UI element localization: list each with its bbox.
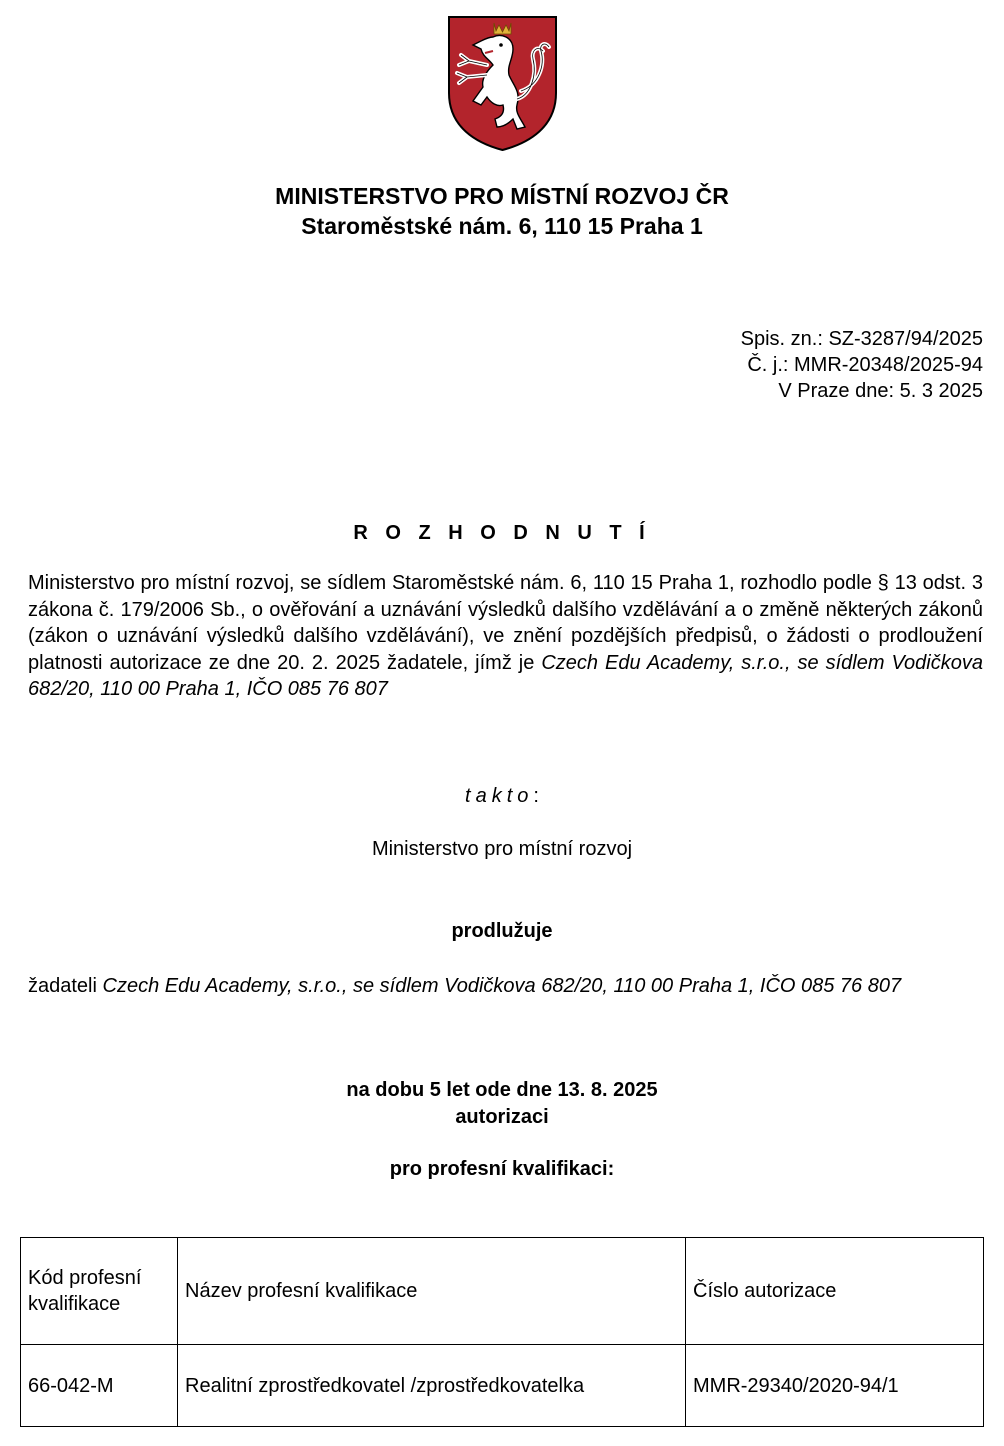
duration-line: na dobu 5 let ode dne 13. 8. 2025 <box>346 1079 658 1101</box>
header-cell-authorization: Číslo autorizace <box>686 1238 984 1345</box>
table-header-row <box>21 1238 984 1345</box>
intro-text: Ministerstvo pro místní rozvoj, se sídlem Staroměstské nám. 6, 110 15 Praha 1, rozhodlo podle § 13 odst. 3 zákona č. 179/2006 Sb., o ověřování a uznávání výsledků dalšího vzdělávání a o změně některých zákonů (zákon o uznávání výsledků dalšího vzdělávání), ve znění pozdějších předpisů, o žádosti o prodloužení platnosti autorizace ze dne 20. 2. 2025 žadatele, jímž je <box>28 572 983 674</box>
header-cell-name: Název profesní kvalifikace <box>178 1238 686 1345</box>
document-title: R O Z H O D N U T Í <box>353 522 651 544</box>
decision-verb: prodlužuje <box>451 920 553 942</box>
cell-code: 66-042-M <box>21 1345 178 1427</box>
ministry-name: MINISTERSTVO PRO MÍSTNÍ ROZVOJ ČR <box>275 183 729 209</box>
intro-applicant: Czech Edu Academy, s.r.o., se sídlem Vodičkova 682/20, 110 00 Praha 1, IČO 085 76 807 <box>28 651 983 700</box>
header-cell-code: Kód profesní kvalifikace <box>21 1238 178 1345</box>
takto-line <box>0 785 1004 808</box>
ministry-line: Ministerstvo pro místní rozvoj <box>371 838 633 860</box>
document-date: V Praze dne: 5. 3 2025 <box>778 380 983 402</box>
table-row <box>21 1345 984 1427</box>
recipient-paragraph <box>28 973 983 1000</box>
qualification-table <box>20 1237 984 1427</box>
reference-block <box>741 326 983 404</box>
object-line: autorizaci <box>455 1106 549 1128</box>
takto-word: takto <box>465 785 534 807</box>
reference-number: Č. j.: MMR-20348/2025-94 <box>747 354 983 376</box>
ministry-address: Staroměstské nám. 6, 110 15 Praha 1 <box>301 213 703 239</box>
takto-colon: : <box>533 785 539 807</box>
file-reference: Spis. zn.: SZ-3287/94/2025 <box>740 328 983 350</box>
qualification-heading: pro profesní kvalifikaci: <box>389 1158 615 1180</box>
recipient-prefix: žadateli <box>28 975 103 997</box>
intro-paragraph <box>28 570 983 703</box>
czech-coat-of-arms-emblem <box>447 15 558 152</box>
recipient-applicant: Czech Edu Academy, s.r.o., se sídlem Vodičkova 682/20, 110 00 Praha 1, IČO 085 76 807 <box>102 975 902 997</box>
cell-authorization: MMR-29340/2020-94/1 <box>686 1345 984 1427</box>
cell-name: Realitní zprostředkovatel /zprostředkovatelka <box>178 1345 686 1427</box>
